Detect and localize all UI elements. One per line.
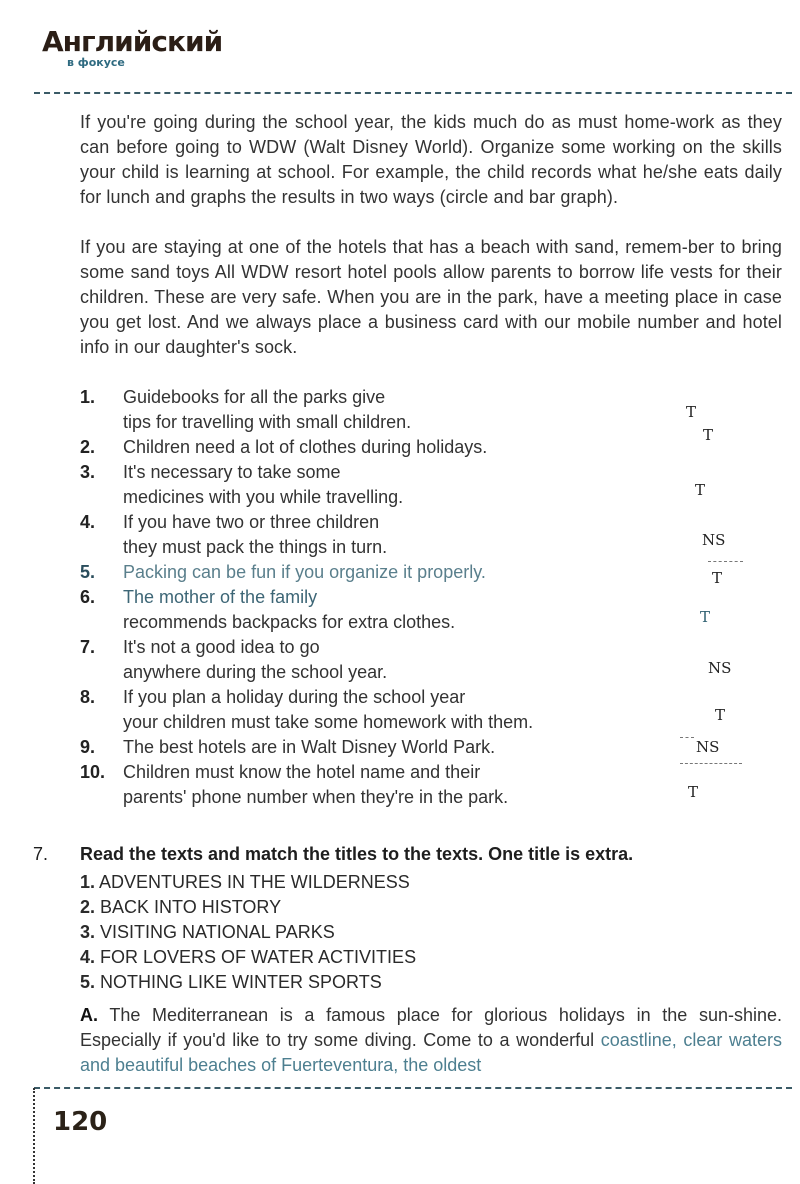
answer-underline (680, 763, 742, 764)
statement-number: 2. (80, 437, 96, 457)
statement-text: The best hotels are in Walt Disney World Park. (123, 737, 496, 757)
statement-text-cont: tips for travelling with small children. (123, 412, 412, 432)
statement-text-cont: medicines with you while travelling. (123, 487, 404, 507)
title-text: BACK INTO HISTORY (100, 897, 282, 917)
logo-title: Английский (42, 25, 223, 58)
header-divider (34, 92, 792, 94)
statement-text-cont: your children must take some homework with them. (123, 712, 534, 732)
statement-item (80, 510, 800, 560)
title-number: 1. (80, 872, 96, 892)
statement-number: 9. (80, 737, 96, 757)
task-7-instruction (33, 842, 793, 867)
page-number: 120 (53, 1107, 108, 1137)
title-number: 4. (80, 947, 96, 967)
answer-mark: NS (696, 738, 720, 756)
answer-underline (708, 561, 743, 562)
answer-mark: T (715, 706, 726, 724)
answer-mark: T (686, 403, 697, 421)
statement-number: 10. (80, 762, 106, 782)
intro-paragraph-2: If you are staying at one of the hotels that has a beach with sand, remem-ber to bring some sand toys All WDW resort hotel pools allow parents to borrow life vests for their children. These are very safe. When you are in the park, have a meeting place in case you get lost. And we always place a business card with our mobile number and hotel info in our daughter's sock. (80, 237, 782, 357)
text-a-body-cont: coastline, clear waters and beautiful beaches of Fuerteventura, the oldest (80, 1030, 782, 1075)
statement-text-cont: parents' phone number when they're in the park. (123, 787, 509, 807)
text-a-paragraph (80, 1003, 782, 1078)
task-instruction-text: Read the texts and match the titles to the texts. One title is extra. (80, 844, 634, 864)
statement-number: 1. (80, 387, 96, 407)
statement-text-cont: they must pack the things in turn. (123, 537, 388, 557)
title-number: 3. (80, 922, 96, 942)
statement-text: Children need a lot of clothes during holidays. (123, 437, 488, 457)
title-text: NOTHING LIKE WINTER SPORTS (100, 972, 382, 992)
answer-mark: T (688, 783, 699, 801)
answer-mark: T (703, 426, 714, 444)
answer-mark: NS (702, 531, 726, 549)
statement-item (80, 435, 800, 460)
statement-text: Guidebooks for all the parks give (123, 387, 386, 407)
statement-text-cont: anywhere during the school year. (123, 662, 388, 682)
task-number: 7. (33, 844, 49, 864)
title-item (80, 920, 416, 945)
title-text: VISITING NATIONAL PARKS (100, 922, 335, 942)
statement-number: 4. (80, 512, 96, 532)
statement-item (80, 635, 800, 685)
footer-divider (34, 1087, 792, 1089)
statement-number: 7. (80, 637, 96, 657)
textbook-logo (42, 25, 223, 69)
title-number: 2. (80, 897, 96, 917)
answer-mark: T (695, 481, 706, 499)
intro-paragraph-1: If you're going during the school year, the kids much do as must home-work as they can before going to WDW (Walt Disney World). Organize some working on the skills your child is learning at school. For example, the child records what he/she eats daily for lunch and graphs the results in two ways (circle and bar graph). (80, 112, 782, 207)
statement-text: If you plan a holiday during the school year (123, 687, 466, 707)
title-number: 5. (80, 972, 96, 992)
logo-subtitle: в фокусе (67, 56, 125, 69)
statements-list (80, 385, 800, 810)
text-letter: A. (80, 1005, 98, 1025)
statement-text: It's necessary to take some (123, 462, 341, 482)
statement-text: The mother of the family (123, 587, 318, 607)
title-item (80, 945, 416, 970)
titles-list (80, 870, 416, 995)
margin-dotted-line (33, 1088, 35, 1184)
statement-text: Children must know the hotel name and their (123, 762, 481, 782)
statement-number: 6. (80, 587, 96, 607)
title-item (80, 895, 416, 920)
answer-mark: T (712, 569, 723, 587)
answer-mark: NS (708, 659, 732, 677)
statement-item (80, 560, 800, 585)
answer-overline (680, 737, 694, 738)
answer-mark: T (700, 608, 711, 626)
statement-item (80, 585, 800, 635)
statement-text: Packing can be fun if you organize it properly. (123, 562, 486, 582)
title-item (80, 870, 416, 895)
text-a-body: The Mediterranean is a famous place for glorious holidays in the sun-shine. Especially if you'd like to try some diving. Come to a wonderful (80, 1005, 782, 1050)
statement-item (80, 685, 800, 735)
statement-text: If you have two or three children (123, 512, 380, 532)
statement-number: 8. (80, 687, 96, 707)
statement-number: 3. (80, 462, 96, 482)
statement-text: It's not a good idea to go (123, 637, 320, 657)
statement-item (80, 735, 800, 760)
statement-item (80, 460, 800, 510)
title-text: ADVENTURES IN THE WILDERNESS (99, 872, 410, 892)
title-text: FOR LOVERS OF WATER ACTIVITIES (100, 947, 417, 967)
title-item (80, 970, 416, 995)
statement-number: 5. (80, 562, 96, 582)
statement-text-cont: recommends backpacks for extra clothes. (123, 612, 456, 632)
